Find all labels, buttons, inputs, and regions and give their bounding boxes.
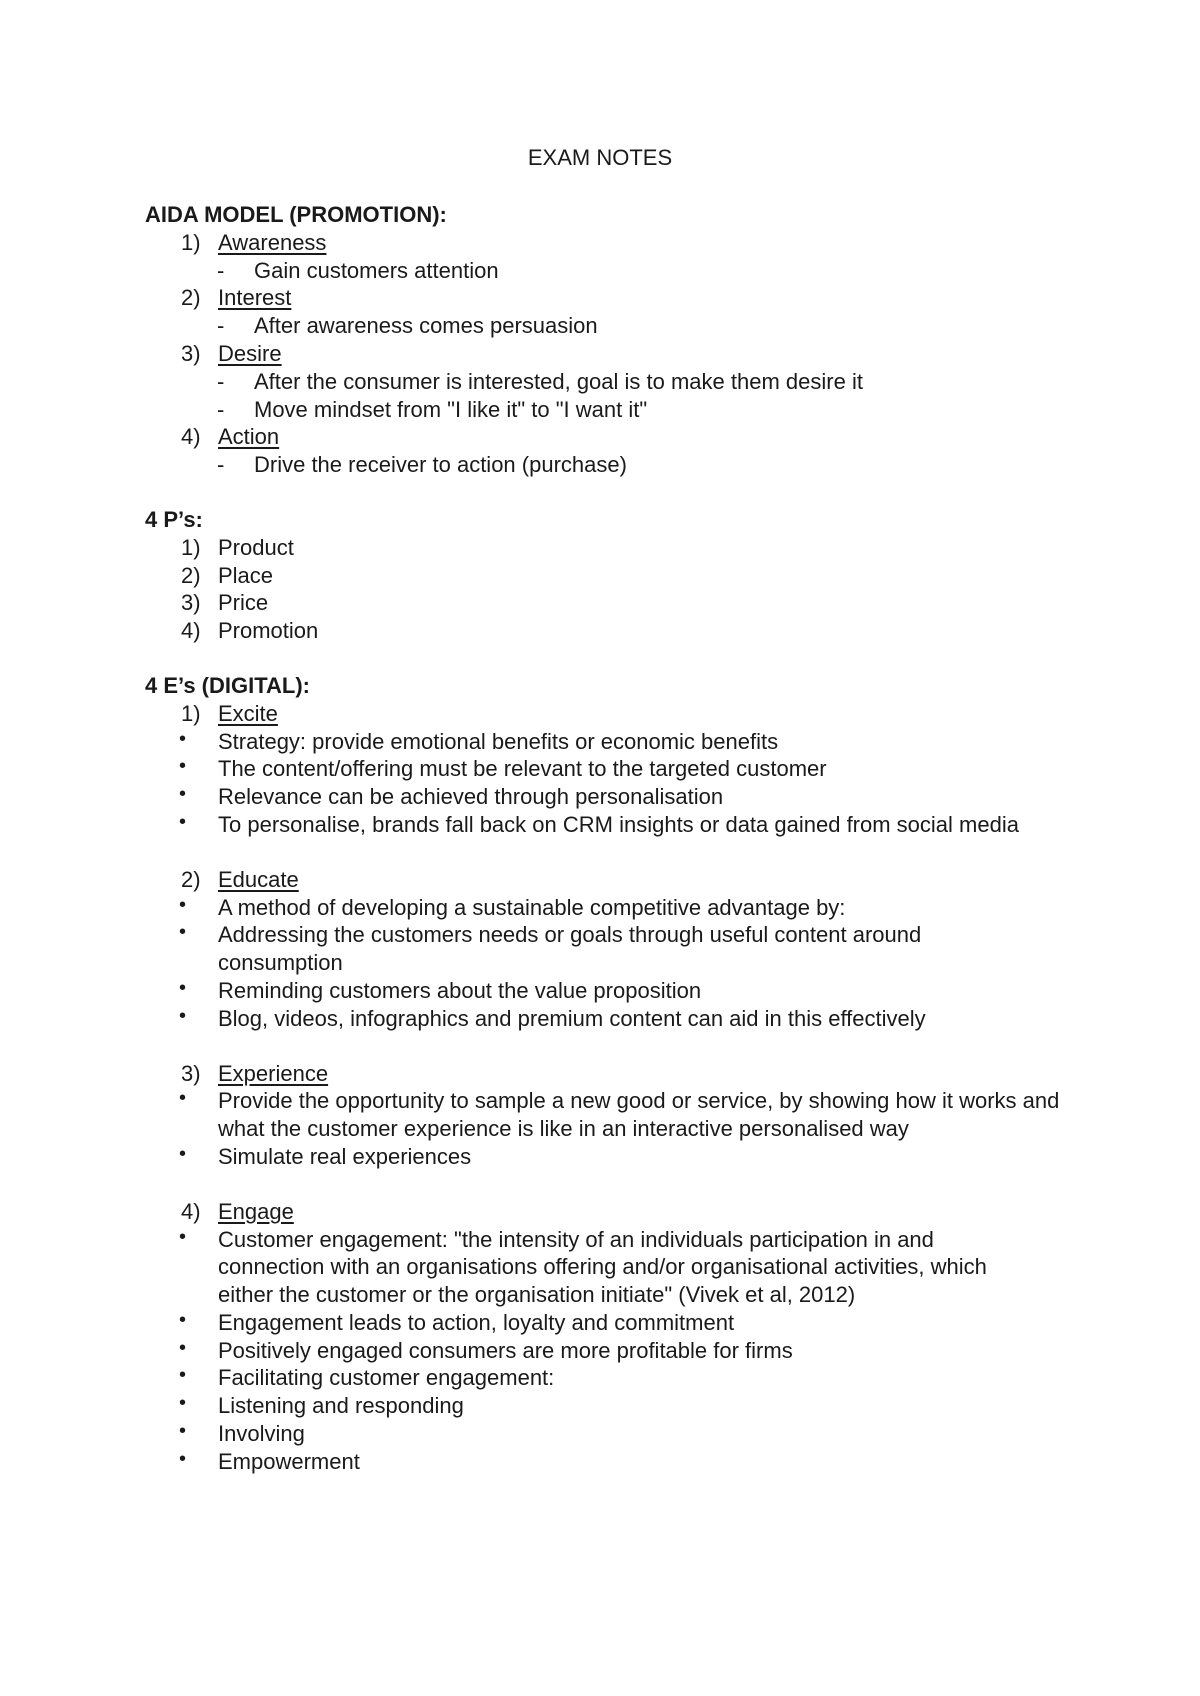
bullet-marker: • xyxy=(179,1364,187,1387)
item-number: 2) xyxy=(181,866,201,892)
item-number: 3) xyxy=(181,1060,201,1086)
bullet-point xyxy=(145,921,1105,977)
bullet-text: Provide the opportunity to sample a new good or service, by showing how it works and what the customer experience is like in an interactive personalised way xyxy=(218,1088,1060,1142)
item-label: Place xyxy=(218,562,274,588)
spacer xyxy=(145,1171,1105,1198)
dash-marker: - xyxy=(217,368,225,394)
item-label: Interest xyxy=(218,285,292,311)
item-label: Product xyxy=(218,534,294,560)
aida-point xyxy=(145,312,1105,340)
bullet-text: The content/offering must be relevant to the targeted customer xyxy=(218,756,827,782)
aida-point xyxy=(145,451,1105,479)
dash-marker: - xyxy=(217,396,225,422)
bullet-marker: • xyxy=(179,893,187,916)
bullet-point xyxy=(145,1309,1105,1337)
point-text: Move mindset from "I like it" to "I want it" xyxy=(254,396,648,422)
item-label: Educate xyxy=(218,866,299,892)
bullet-point xyxy=(145,811,1105,839)
aida-item xyxy=(145,423,1105,451)
bullet-text: Simulate real experiences xyxy=(218,1143,472,1169)
aida-item xyxy=(145,284,1105,312)
bullet-marker: • xyxy=(179,1004,187,1027)
item-number: 1) xyxy=(181,534,201,560)
item-number: 4) xyxy=(181,1198,201,1224)
bullet-marker: • xyxy=(179,1336,187,1359)
item-number: 3) xyxy=(181,340,201,366)
item-number: 3) xyxy=(181,590,201,616)
bullet-marker: • xyxy=(179,1447,187,1470)
point-text: After the consumer is interested, goal is to make them desire it xyxy=(254,368,863,394)
bullet-point xyxy=(145,1005,1105,1033)
bullet-marker: • xyxy=(179,783,187,806)
bullet-marker: • xyxy=(179,1087,187,1110)
bullet-marker: • xyxy=(179,727,187,750)
bullet-point xyxy=(145,755,1105,783)
bullet-text: Empowerment xyxy=(218,1448,360,1474)
spacer xyxy=(145,839,1105,866)
aida-heading: AIDA MODEL (PROMOTION): xyxy=(145,202,447,227)
document-body xyxy=(145,201,1105,1476)
bullet-marker: • xyxy=(179,1392,187,1415)
ps-item xyxy=(145,534,1105,562)
item-label: Action xyxy=(218,424,280,450)
aida-item xyxy=(145,340,1105,368)
bullet-text: Addressing the customers needs or goals through useful content around consumption xyxy=(218,922,922,976)
point-text: After awareness comes persuasion xyxy=(254,313,598,339)
es-item xyxy=(145,1198,1105,1226)
item-label: Engage xyxy=(218,1198,294,1224)
bullet-point xyxy=(145,977,1105,1005)
item-number: 2) xyxy=(181,562,201,588)
es-item xyxy=(145,866,1105,894)
bullet-marker: • xyxy=(179,1225,187,1248)
aida-point xyxy=(145,368,1105,396)
bullet-text: Facilitating customer engagement: xyxy=(218,1365,555,1391)
item-number: 1) xyxy=(181,229,201,255)
bullet-text: A method of developing a sustainable competitive advantage by: xyxy=(218,894,846,920)
item-label: Desire xyxy=(218,340,282,366)
aida-point xyxy=(145,396,1105,424)
item-label: Price xyxy=(218,590,269,616)
point-text: Drive the receiver to action (purchase) xyxy=(254,452,627,478)
bullet-marker: • xyxy=(179,976,187,999)
bullet-text: Engagement leads to action, loyalty and commitment xyxy=(218,1309,735,1335)
bullet-point xyxy=(145,1420,1105,1448)
bullet-point xyxy=(145,1143,1105,1171)
spacer xyxy=(145,645,1105,672)
ps-item xyxy=(145,589,1105,617)
bullet-text: Strategy: provide emotional benefits or economic benefits xyxy=(218,728,779,754)
bullet-marker: • xyxy=(179,1308,187,1331)
ps-item xyxy=(145,562,1105,590)
bullet-text: Reminding customers about the value proposition xyxy=(218,977,702,1003)
item-number: 4) xyxy=(181,618,201,644)
bullet-text: Involving xyxy=(218,1421,305,1447)
bullet-text: Positively engaged consumers are more profitable for firms xyxy=(218,1337,793,1363)
bullet-point xyxy=(145,894,1105,922)
bullet-text: Relevance can be achieved through personalisation xyxy=(218,784,724,810)
es-item xyxy=(145,1060,1105,1088)
page-title: EXAM NOTES xyxy=(527,145,673,170)
bullet-marker: • xyxy=(179,1142,187,1165)
item-label: Promotion xyxy=(218,618,319,644)
item-label: Experience xyxy=(218,1060,329,1086)
bullet-text: Listening and responding xyxy=(218,1393,464,1419)
item-number: 4) xyxy=(181,424,201,450)
bullet-point xyxy=(145,1364,1105,1392)
es-item xyxy=(145,700,1105,728)
item-number: 2) xyxy=(181,285,201,311)
ps-heading: 4 P’s: xyxy=(145,506,203,532)
aida-item xyxy=(145,229,1105,257)
bullet-marker: • xyxy=(179,921,187,944)
bullet-text: To personalise, brands fall back on CRM insights or data gained from social media xyxy=(218,811,1019,837)
aida-point xyxy=(145,257,1105,285)
point-text: Gain customers attention xyxy=(254,257,499,283)
spacer xyxy=(145,1033,1105,1060)
bullet-point xyxy=(145,1226,1105,1309)
bullet-marker: • xyxy=(179,755,187,778)
bullet-point xyxy=(145,783,1105,811)
bullet-point xyxy=(145,1087,1105,1143)
item-label: Excite xyxy=(218,700,278,726)
bullet-point xyxy=(145,1392,1105,1420)
bullet-point xyxy=(145,1448,1105,1476)
dash-marker: - xyxy=(217,257,225,283)
bullet-text: Customer engagement: "the intensity of an individuals participation in and connection with an organisations offering and/or organisational activities, which either the customer or the organisation initiate" (Vivek et al, 2012) xyxy=(218,1226,987,1308)
bullet-point xyxy=(145,728,1105,756)
es-heading: 4 E’s (DIGITAL): xyxy=(145,672,310,698)
bullet-point xyxy=(145,1337,1105,1365)
bullet-marker: • xyxy=(179,810,187,833)
bullet-text: Blog, videos, infographics and premium content can aid in this effectively xyxy=(218,1005,926,1031)
item-label: Awareness xyxy=(218,229,327,255)
dash-marker: - xyxy=(217,452,225,478)
ps-item xyxy=(145,617,1105,645)
dash-marker: - xyxy=(217,313,225,339)
spacer xyxy=(145,479,1105,506)
item-number: 1) xyxy=(181,700,201,726)
bullet-marker: • xyxy=(179,1420,187,1443)
